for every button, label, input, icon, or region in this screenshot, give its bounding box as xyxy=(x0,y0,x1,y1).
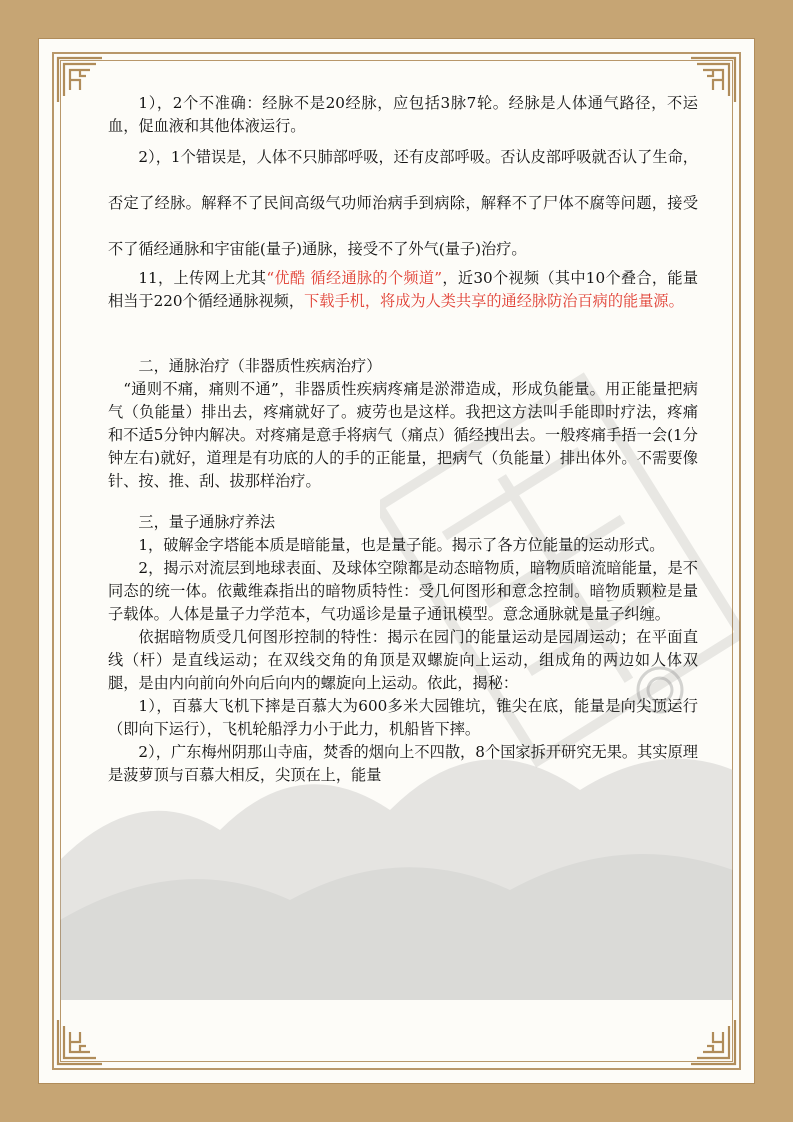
corner-ornament-icon xyxy=(56,56,104,104)
paragraph-temple: 2），广东梅州阴那山寺庙，焚香的烟向上不四散，8个国家拆开研究无果。其实原理是菠萝顶与百慕大相反，尖顶在上，能量 xyxy=(108,743,698,784)
section-heading-2: 二，通脉治疗（非器质性疾病治疗） xyxy=(138,357,382,375)
item-11-text-a: 11，上传网上尤其 xyxy=(138,269,267,287)
document-body xyxy=(108,92,698,787)
paragraph-item-11 xyxy=(108,267,698,313)
corner-ornament-icon xyxy=(689,1018,737,1066)
item-11-highlight-channel: “优酷 循经通脉的个频道” xyxy=(266,269,443,287)
paragraph-dark-matter: 2，揭示对流层到地球表面、及球体空隙都是动态暗物质，暗物质暗流暗能量，是不同态的统一体。依戴维森指出的暗物质特性：受几何图形和意念控制。暗物质颗粒是量子载体。人体是量子力学范本，气功遥诊是量子通讯模型。意念通脉就是量子纠缠。 xyxy=(108,559,698,623)
section-heading-3: 三，量子通脉疗养法 xyxy=(138,513,276,531)
item-11-highlight-download: 下载手机，将成为人类共享的通经脉防治百病的能量源。 xyxy=(304,292,684,310)
paragraph-pyramid: 1，破解金字塔能本质是暗能量，也是量子能。揭示了各方位能量的运动形式。 xyxy=(138,536,665,554)
paragraph-note-1: 1），2个不准确：经脉不是20经脉，应包括3脉7轮。经脉是人体通气路径，不运血，促血液和其他体液运行。 xyxy=(108,94,698,135)
paragraph-geometry: 依据暗物质受几何图形控制的特性：揭示在园门的能量运动是园周运动；在平面直线（杆）是直线运动；在双线交角的角顶是双螺旋向上运动，组成角的两边如人体双腿，是由内向前向外向后向内的螺旋向上运动。依此，揭秘： xyxy=(108,628,698,692)
item-11-text-b: ，近30个视频（其中10个叠合，能量相当于220个循经通脉视频， xyxy=(108,269,699,310)
paragraph-note-2: 2），1个错误是，人体不只肺部呼吸，还有皮部呼吸。否认皮部呼吸就否认了生命，否定了经脉。解释不了民间高级气功师治病手到病除，解释不了尸体不腐等问题，接受不了循经通脉和宇宙能(量子)通脉，接受不了外气(量子)治疗。 xyxy=(108,148,698,258)
corner-ornament-icon xyxy=(56,1018,104,1066)
paragraph-treatment: “通则不痛，痛则不通”，非器质性疾病疼痛是淤滞造成，形成负能量。用正能量把病气（负能量）排出去，疼痛就好了。疲劳也是这样。我把这方法叫手能即时疗法，疼痛和不适5分钟内解决。对疼痛是意手将病气（痛点）循经拽出去。一般疼痛手捂一会(1分钟左右)就好，道理是有功底的人的手的正能量，把病气（负能量）排出体外。不需要像针、按、推、刮、拔那样治疗。 xyxy=(108,380,698,490)
paragraph-bermuda: 1），百慕大飞机下摔是百慕大为600多米大园锥坑，锥尖在底，能量是向尖顶运行（即向下运行），飞机轮船浮力小于此力，机船皆下摔。 xyxy=(108,697,698,738)
